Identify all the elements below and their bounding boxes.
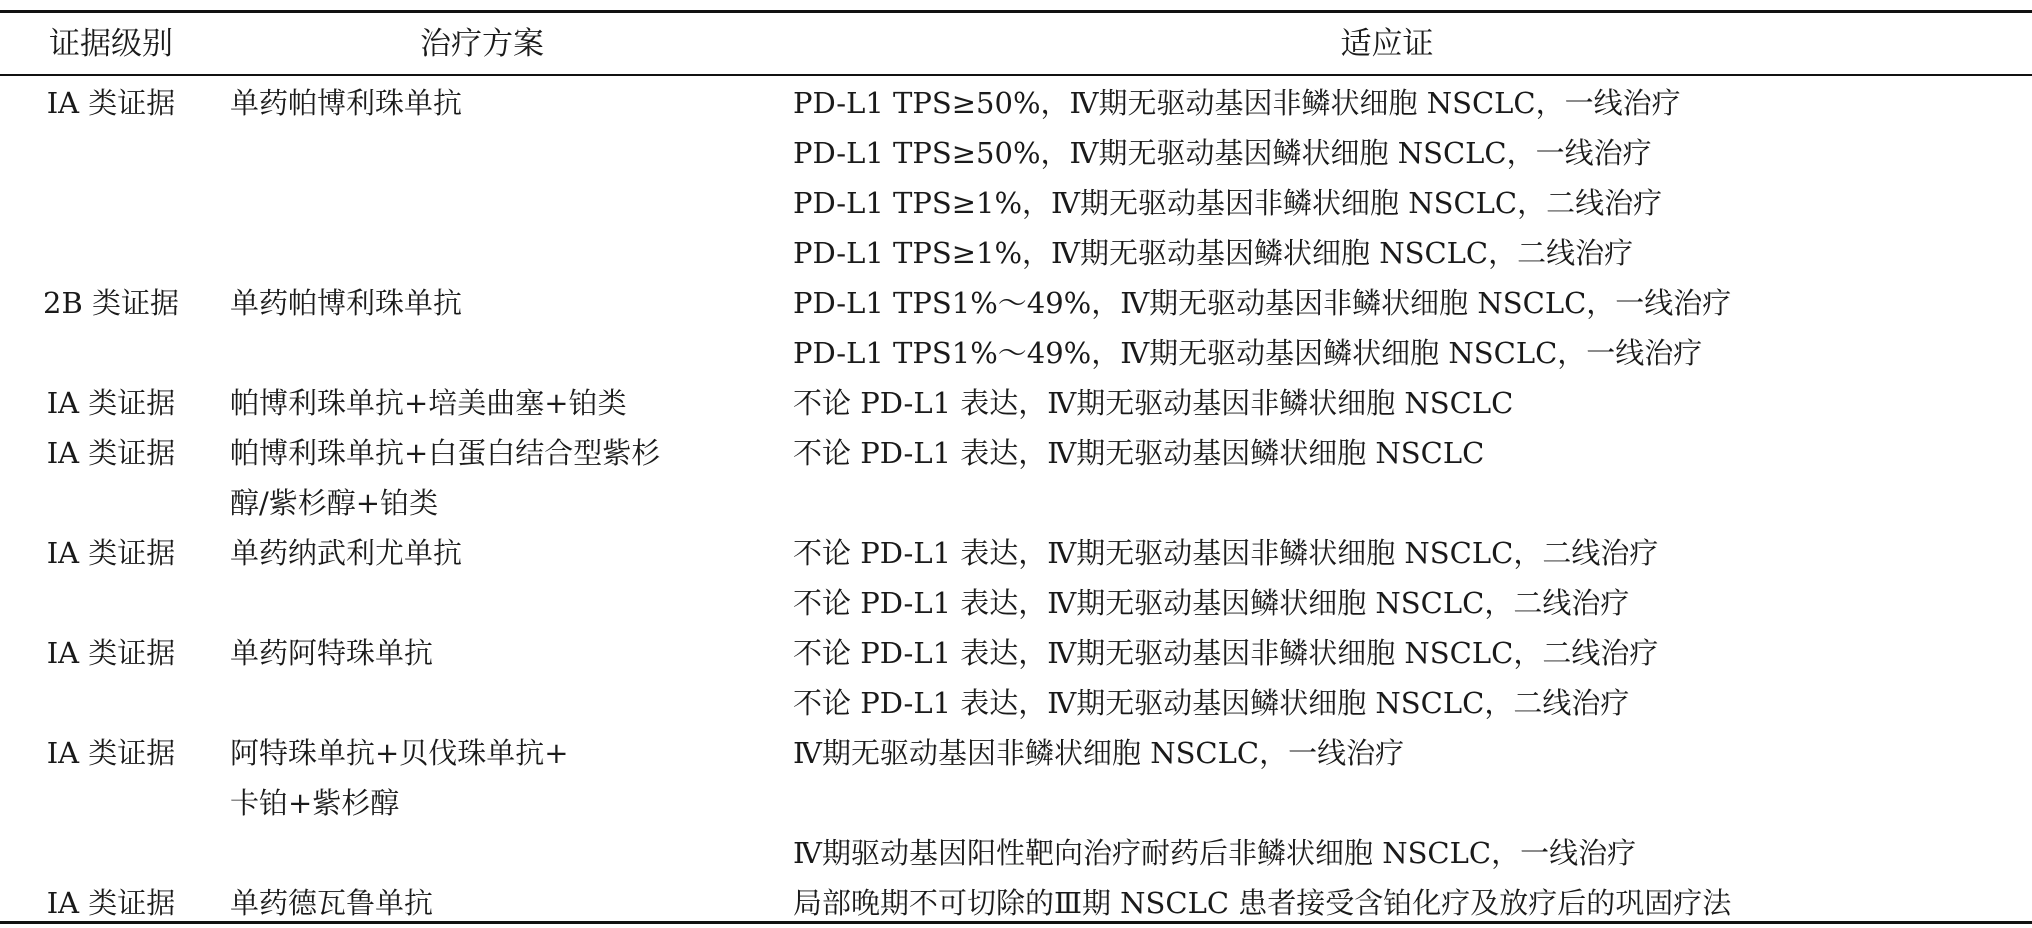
- cell-indication: [793, 778, 2023, 828]
- cell-evidence-level: [0, 128, 222, 178]
- table-row: [0, 378, 2032, 428]
- table-row: [0, 478, 2032, 528]
- table-row: [0, 128, 2032, 178]
- cell-treatment-plan: [230, 178, 740, 228]
- cell-evidence-level: [0, 478, 222, 528]
- cell-evidence-level: IA 类证据: [46, 386, 176, 420]
- cell-treatment-plan: [230, 328, 740, 378]
- cell-treatment-plan: 单药纳武利尤单抗: [230, 536, 463, 570]
- header-indication: 适应证: [1340, 26, 1434, 62]
- cell-treatment-plan: [230, 228, 740, 278]
- cell-indication: PD-L1 TPS≥50%，Ⅳ期无驱动基因非鳞状细胞 NSCLC，一线治疗: [793, 86, 1681, 120]
- cell-evidence-level: IA 类证据: [46, 436, 176, 470]
- table-row: [0, 178, 2032, 228]
- table-row: [0, 278, 2032, 328]
- table-row: [0, 728, 2032, 778]
- cell-indication: 不论 PD-L1 表达，Ⅳ期无驱动基因非鳞状细胞 NSCLC: [793, 386, 1514, 420]
- cell-treatment-plan: [230, 678, 740, 728]
- cell-indication: 局部晚期不可切除的Ⅲ期 NSCLC 患者接受含铂化疗及放疗后的巩固疗法: [793, 886, 1732, 920]
- cell-indication: Ⅳ期无驱动基因非鳞状细胞 NSCLC，一线治疗: [793, 736, 1405, 770]
- cell-indication: PD-L1 TPS1%～49%，Ⅳ期无驱动基因鳞状细胞 NSCLC，一线治疗: [793, 336, 1703, 370]
- cell-evidence-level: [0, 578, 222, 628]
- cell-evidence-level: IA 类证据: [46, 886, 176, 920]
- cell-treatment-plan: 单药阿特珠单抗: [230, 636, 434, 670]
- table-row: [0, 628, 2032, 678]
- cell-treatment-plan: 醇/紫杉醇+铂类: [230, 486, 439, 520]
- cell-evidence-level: [0, 328, 222, 378]
- cell-treatment-plan: 单药帕博利珠单抗: [230, 286, 463, 320]
- cell-indication: Ⅳ期驱动基因阳性靶向治疗耐药后非鳞状细胞 NSCLC，一线治疗: [793, 836, 1637, 870]
- cell-treatment-plan: 阿特珠单抗+贝伐珠单抗+: [230, 736, 569, 770]
- table-row: [0, 428, 2032, 478]
- cell-evidence-level: IA 类证据: [46, 736, 176, 770]
- table-row: [0, 328, 2032, 378]
- cell-evidence-level: [0, 828, 222, 878]
- cell-indication: 不论 PD-L1 表达，Ⅳ期无驱动基因鳞状细胞 NSCLC，二线治疗: [793, 686, 1630, 720]
- header-evidence-level: 证据级别: [49, 26, 173, 62]
- cell-indication: 不论 PD-L1 表达，Ⅳ期无驱动基因鳞状细胞 NSCLC，二线治疗: [793, 586, 1630, 620]
- cell-treatment-plan: 帕博利珠单抗+白蛋白结合型紫杉: [230, 436, 661, 470]
- cell-treatment-plan: 单药帕博利珠单抗: [230, 86, 463, 120]
- cell-treatment-plan: [230, 128, 740, 178]
- cell-evidence-level: IA 类证据: [46, 86, 176, 120]
- cell-indication: PD-L1 TPS1%～49%，Ⅳ期无驱动基因非鳞状细胞 NSCLC，一线治疗: [793, 286, 1732, 320]
- cell-indication: 不论 PD-L1 表达，Ⅳ期无驱动基因鳞状细胞 NSCLC: [793, 436, 1485, 470]
- cell-indication: 不论 PD-L1 表达，Ⅳ期无驱动基因非鳞状细胞 NSCLC，二线治疗: [793, 636, 1659, 670]
- table-bottom-rule: [0, 921, 2032, 924]
- cell-treatment-plan: 帕博利珠单抗+培美曲塞+铂类: [230, 386, 627, 420]
- cell-evidence-level: [0, 678, 222, 728]
- cell-evidence-level: [0, 778, 222, 828]
- cell-indication: 不论 PD-L1 表达，Ⅳ期无驱动基因非鳞状细胞 NSCLC，二线治疗: [793, 536, 1659, 570]
- cell-indication: PD-L1 TPS≥1%，Ⅳ期无驱动基因非鳞状细胞 NSCLC，二线治疗: [793, 186, 1663, 220]
- table-row: [0, 828, 2032, 878]
- table-row: [0, 78, 2032, 128]
- table-row: [0, 778, 2032, 828]
- table-row: [0, 678, 2032, 728]
- table-top-rule: [0, 10, 2032, 13]
- cell-indication: PD-L1 TPS≥50%，Ⅳ期无驱动基因鳞状细胞 NSCLC，一线治疗: [793, 136, 1652, 170]
- cell-treatment-plan: 卡铂+紫杉醇: [230, 786, 400, 820]
- cell-treatment-plan: [230, 578, 740, 628]
- cell-evidence-level: [0, 228, 222, 278]
- table-row: [0, 528, 2032, 578]
- header-treatment-plan: 治疗方案: [420, 26, 544, 62]
- cell-evidence-level: [0, 178, 222, 228]
- cell-evidence-level: 2B 类证据: [43, 286, 179, 320]
- cell-indication: [793, 478, 2023, 528]
- table-row: [0, 228, 2032, 278]
- cell-evidence-level: IA 类证据: [46, 536, 176, 570]
- table-row: [0, 578, 2032, 628]
- cell-treatment-plan: [230, 828, 740, 878]
- cell-evidence-level: IA 类证据: [46, 636, 176, 670]
- cell-indication: PD-L1 TPS≥1%，Ⅳ期无驱动基因鳞状细胞 NSCLC，二线治疗: [793, 236, 1634, 270]
- table-body: [0, 78, 2032, 928]
- cell-treatment-plan: 单药德瓦鲁单抗: [230, 886, 434, 920]
- table-header-rule: [0, 74, 2032, 76]
- table-header-row: [0, 14, 2032, 74]
